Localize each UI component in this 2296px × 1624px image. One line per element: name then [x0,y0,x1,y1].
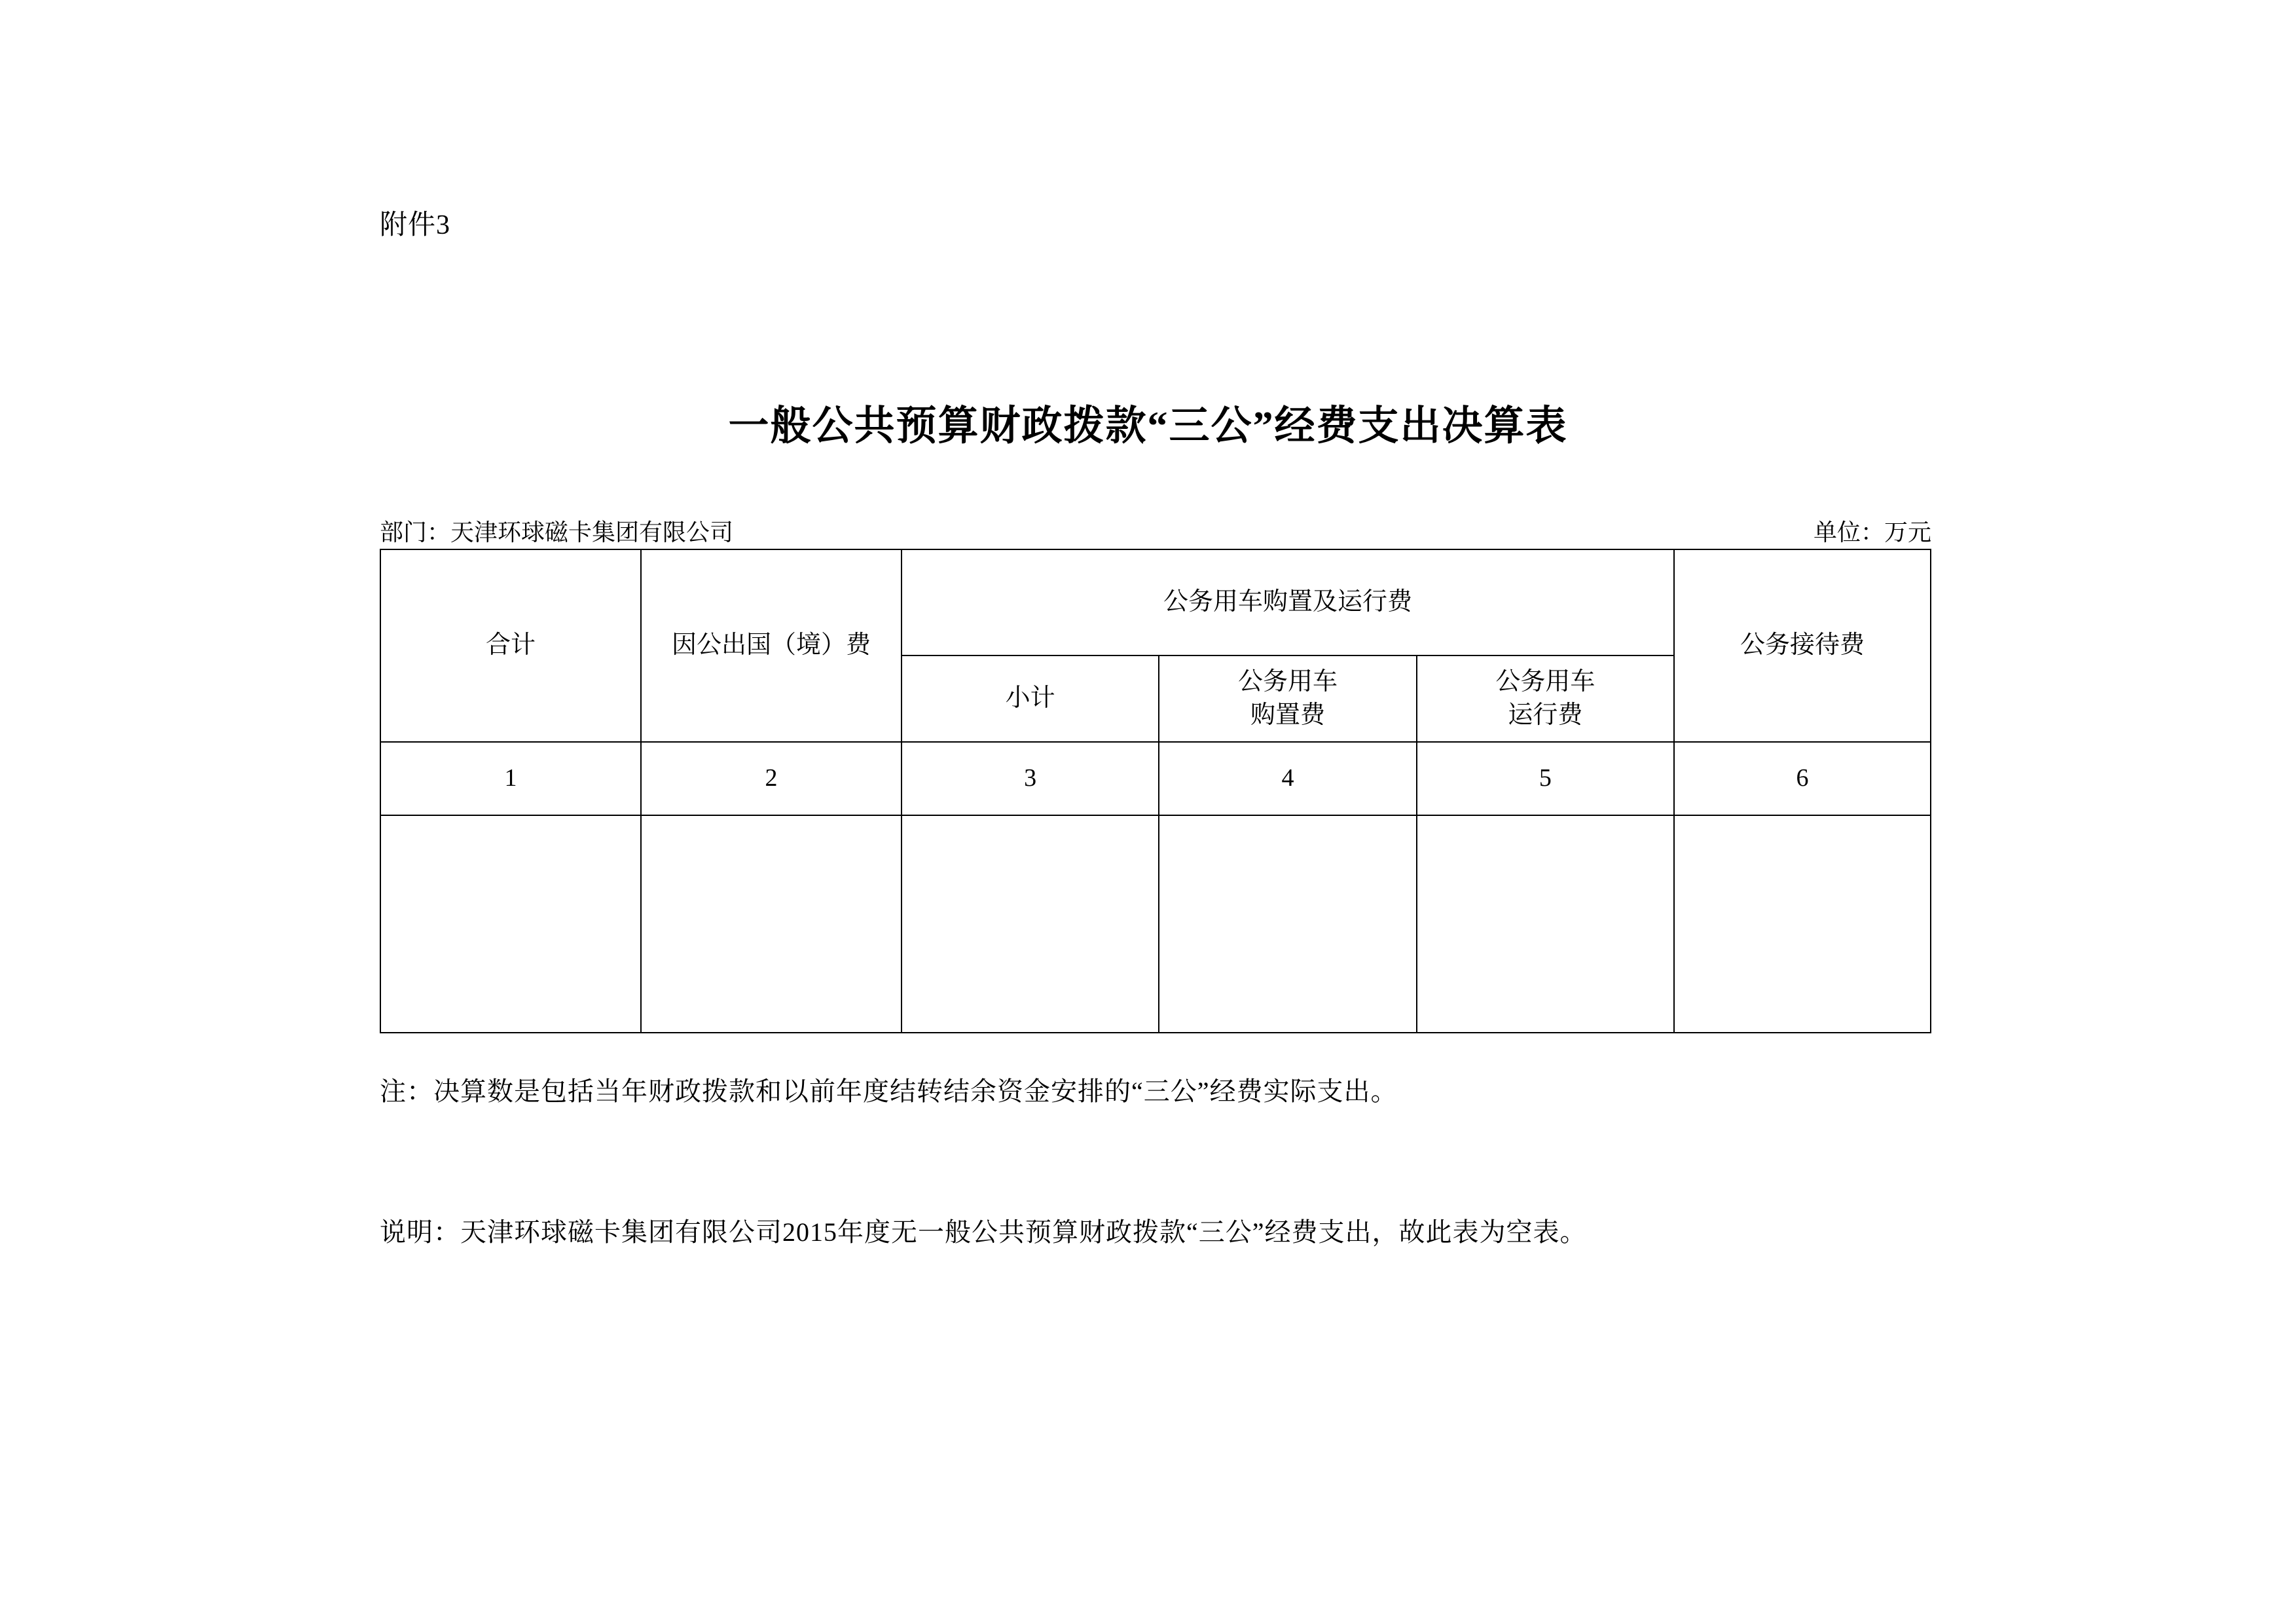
header-vehicle-subtotal: 小计 [902,655,1159,742]
header-vehicle-purchase [1159,655,1416,742]
data-cell-abroad [641,815,902,1033]
page-title: 一般公共预算财政拨款“三公”经费支出决算表 [728,404,1568,449]
attachment-label: 附件3 [380,210,451,240]
column-number-2: 2 [641,742,902,815]
data-cell-reception [1674,815,1931,1033]
header-reception: 公务接待费 [1674,549,1931,742]
data-cell-vehicle-purchase [1159,815,1416,1033]
unit-label: 单位：万元 [1813,519,1931,545]
header-vehicle-purchase-line1: 公务用车 [1237,667,1338,695]
header-abroad: 因公出国（境）费 [641,549,902,742]
column-number-4: 4 [1159,742,1416,815]
table-header-row-1 [380,549,1931,655]
column-number-1: 1 [380,742,641,815]
data-cell-total [380,815,641,1033]
column-number-5: 5 [1417,742,1674,815]
data-cell-vehicle-subtotal [902,815,1159,1033]
table-row [380,815,1931,1033]
column-number-3: 3 [902,742,1159,815]
header-vehicle-purchase-line2: 购置费 [1250,701,1325,729]
meta-row [380,514,1931,545]
header-vehicle-group: 公务用车购置及运行费 [902,549,1674,655]
table-explanation: 说明：天津环球磁卡集团有限公司2015年度无一般公共预算财政拨款“三公”经费支出，故此表为空表。 [380,1217,1587,1247]
department-label: 部门：天津环球磁卡集团有限公司 [380,519,734,545]
expenditure-table [380,549,1931,1033]
header-vehicle-operation-line2: 运行费 [1508,701,1583,729]
header-vehicle-operation-line1: 公务用车 [1495,667,1595,695]
data-cell-vehicle-operation [1417,815,1674,1033]
table-note: 注：决算数是包括当年财政拨款和以前年度结转结余资金安排的“三公”经费实际支出。 [380,1077,1398,1106]
header-total: 合计 [380,549,641,742]
column-number-6: 6 [1674,742,1931,815]
table-column-number-row [380,742,1931,815]
header-vehicle-operation [1417,655,1674,742]
